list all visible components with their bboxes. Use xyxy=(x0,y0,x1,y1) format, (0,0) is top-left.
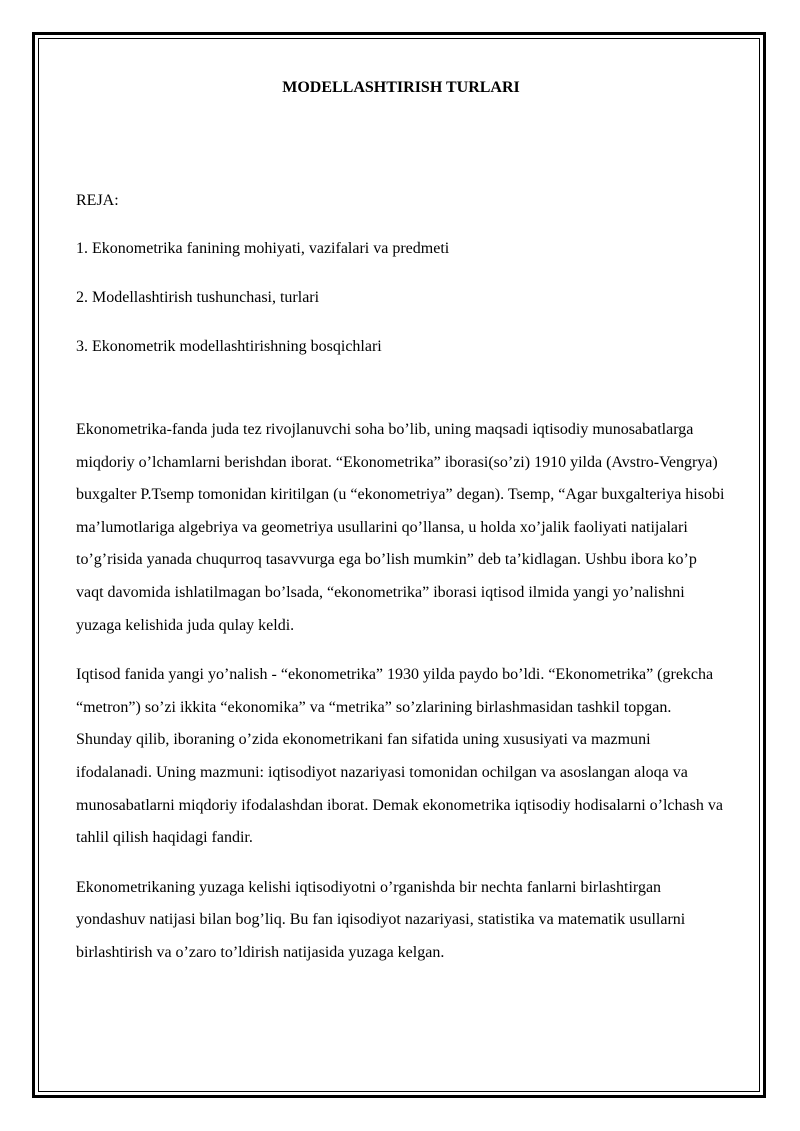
plan-list xyxy=(76,237,449,384)
body-text xyxy=(76,414,726,987)
plan-item: 1. Ekonometrika fanining mohiyati, vazifalari va predmeti xyxy=(76,240,450,257)
plan-heading: REJA: xyxy=(76,192,119,209)
plan-item: 3. Ekonometrik modellashtirishning bosqichlari xyxy=(76,338,382,355)
plan-item: 2. Modellashtirish tushunchasi, turlari xyxy=(76,289,320,306)
paragraph: Ekonometrika-fanda juda tez rivojlanuvchi soha bo’lib, uning maqsadi iqtisodiy munosabatlarga miqdoriy o’lchamlarni berishdan iborat. “Ekonometrika” iborasi(so’zi) 1910 yilda (Avstro-Vengrya) buxgalter P.Tsemp tomonidan kiritilgan (u “ekonometriya” degan). Tsemp, “Agar buxgalteriya hisobi ma’lumotlariga algebriya va geometriya usullarini qo’llansa, u holda xo’jalik faoliyati natijalari to’g’risida yanada chuqurroq tasavvurga ega bo’lish mumkin” deb ta’kidlagan. Ushbu ibora ko’p vaqt davomida ishlatilmagan bo’lsada, “ekonometrika” iborasi iqtisod ilmida yangi yo’nalishni yuzaga kelishida juda qulay keldi. xyxy=(76,421,725,634)
document-content xyxy=(76,76,726,961)
document-title: MODELLASHTIRISH TURLARI xyxy=(282,79,520,96)
paragraph: Iqtisod fanida yangi yo’nalish - “ekonometrika” 1930 yilda paydo bo’ldi. “Ekonometrika” (grekcha “metron”) so’zi ikkita “ekonomika” va “metrika” so’zlarining birlashmasidan tashkil topgan. Shunday qilib, iboraning o’zida ekonometrikani fan sifatida uning xususiyati va mazmuni ifodalanadi. Uning mazmuni: iqtisodiyot nazariyasi tomonidan ochilgan va asoslangan aloqa va munosabatlarni miqdoriy ifodalashdan iborat. Demak ekonometrika iqtisodiy hodisalarni o’lchash va tahlil qilish haqidagi fandir. xyxy=(76,666,723,847)
paragraph: Ekonometrikaning yuzaga kelishi iqtisodiyotni o’rganishda bir nechta fanlarni birlashtirgan yondashuv natijasi bilan bog’liq. Bu fan iqisodiyot nazariyasi, statistika va matematik usullarni birlashtirish va o’zaro to’ldirish natijasida yuzaga kelgan. xyxy=(76,878,686,961)
